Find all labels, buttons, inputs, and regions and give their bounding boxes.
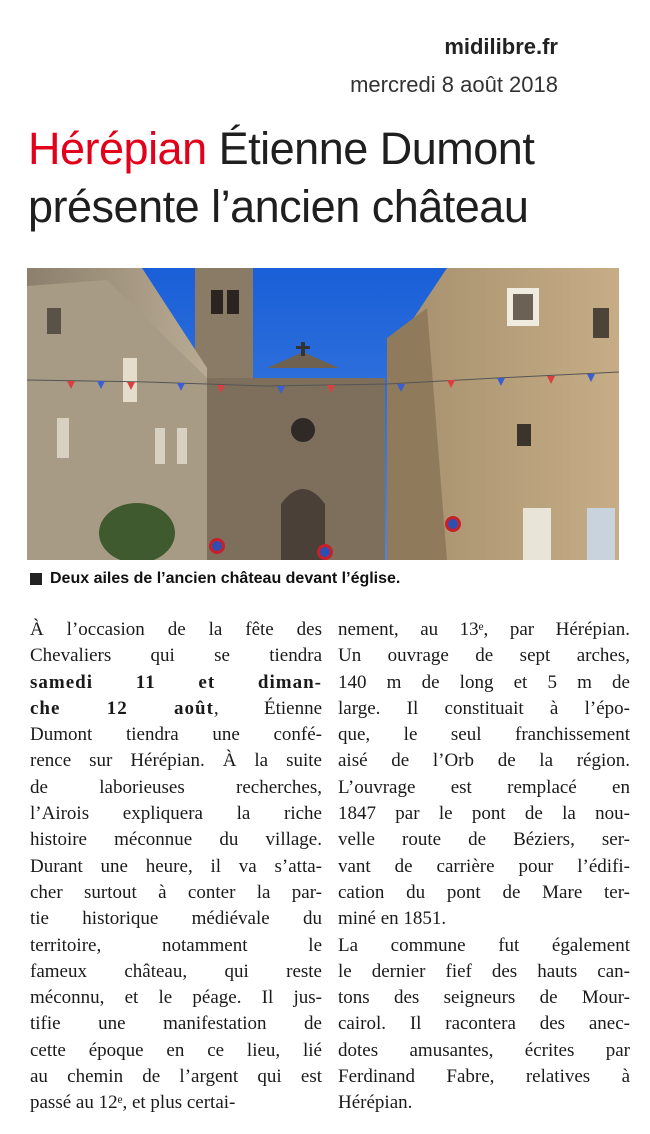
article-text-line: samedi 11 et diman- (30, 671, 322, 693)
article-text-line: l’Airois expliquera la riche (30, 803, 322, 825)
article-text-line: fameux château, qui reste (30, 960, 322, 982)
article-text-line: méconnu, et le péage. Il jus- (30, 987, 322, 1009)
article-text-line: 140 m de long et 5 m de (338, 671, 630, 693)
article-text-line: Hérépian. (338, 1092, 413, 1114)
article-text-line: aisé de l’Orb de la région. (338, 750, 630, 772)
article-text-line: cette époque en ce lieu, lié (30, 1039, 322, 1061)
caption-bullet-icon (30, 573, 42, 585)
article-text-line: 1847 par le pont de la nou- (338, 803, 630, 825)
chateau-church-illustration (27, 268, 619, 560)
article-column-2 (338, 617, 630, 1117)
article-text-line: le dernier fief des hauts can- (338, 960, 630, 982)
article-text-line: nement, au 13ᵉ, par Hérépian. (338, 619, 630, 640)
headline-kicker: Hérépian (28, 123, 207, 174)
article-photo (27, 268, 619, 560)
article-text-line: Dumont tiendra une confé- (30, 724, 322, 746)
article-text-line: che 12 août, Étienne (30, 697, 322, 719)
article-text-line: cairol. Il racontera des anec- (338, 1013, 630, 1035)
article-text-line: large. Il constituait à l’épo- (338, 697, 630, 719)
article-text-line: cation du pont de Mare ter- (338, 881, 630, 903)
article-text-line: vant de carrière pour l’édifi- (338, 855, 630, 877)
source-label: midilibre.fr (444, 34, 558, 59)
article-text-line: tifie une manifestation de (30, 1013, 322, 1035)
headline-title-line1: Étienne Dumont (218, 123, 535, 174)
article-text-line: passé au 12ᵉ, et plus certai- (30, 1092, 236, 1114)
article-column-1 (30, 617, 322, 1117)
article-text-line: miné en 1851. (338, 908, 447, 930)
article-text-line: L’ouvrage est remplacé en (338, 776, 630, 798)
article-text-line: rence sur Hérépian. À la suite (30, 750, 322, 772)
headline-title-line2: présente l’ancien château (28, 181, 529, 232)
article-text-line: La commune fut également (338, 934, 630, 956)
photo-caption-text: Deux ailes de l’ancien château devant l’église. (50, 570, 401, 587)
article-text-line: Ferdinand Fabre, relatives à (338, 1066, 630, 1088)
article-text-line: que, le seul franchissement (338, 724, 630, 746)
article-text-line: velle route de Béziers, ser- (338, 829, 630, 851)
article-text-line: de laborieuses recherches, (30, 776, 322, 798)
article-text-line: au chemin de l’argent qui est (30, 1066, 322, 1088)
article-text-line: Durant une heure, il va s’atta- (30, 855, 322, 877)
article-text-line: Chevaliers qui se tiendra (30, 645, 322, 667)
article-text-line: dotes amusantes, écrites par (338, 1039, 630, 1061)
article-text-line: territoire, notamment le (30, 934, 322, 956)
article-text-line: cher surtout à conter la par- (30, 881, 322, 903)
article-text-line: tie historique médiévale du (30, 908, 322, 930)
article-text-line: histoire méconnue du village. (30, 829, 322, 851)
publication-date: mercredi 8 août 2018 (350, 72, 558, 97)
article-text-line: Un ouvrage de sept arches, (338, 645, 630, 667)
headline (28, 120, 628, 236)
photo-caption (30, 570, 400, 588)
article-text-line: tons des seigneurs de Mour- (338, 987, 630, 1009)
article-text-line: À l’occasion de la fête des (30, 619, 322, 640)
